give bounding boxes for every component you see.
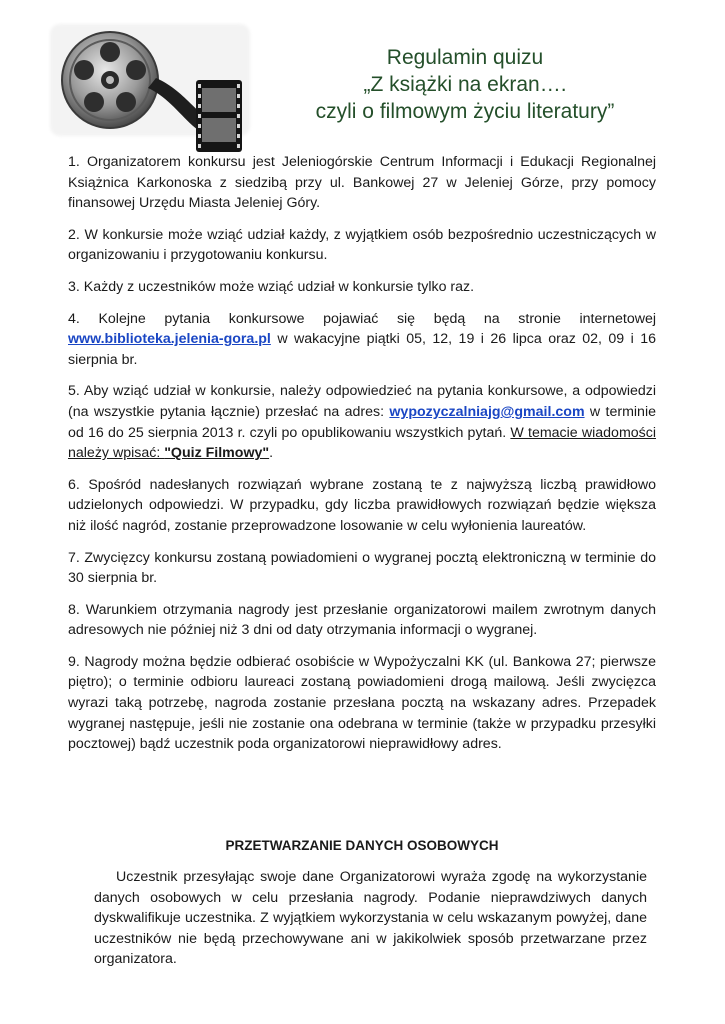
rule-5-text-middle: w terminie od 16 do 25 sierpnia 2013 r. czyli po opublikowaniu wszystkich pytań. [68,403,656,441]
document-title [255,44,675,125]
rule-5-end: . [269,445,274,462]
rule-3: 3. Każdy z uczestników może wziąć udział w konkursie tylko raz. [68,278,475,295]
title-line-2: „Z książki na ekran…. [363,73,567,96]
rule-5 [68,381,656,463]
film-reel-icon [48,22,258,162]
rule-4-text-after: w wakacyjne piątki 05, 12, 19 i 26 lipca oraz 02, 09 i 16 sierpnia br. [68,331,656,368]
rule-6: 6. Spośród nadesłanych rozwiązań wybrane zostaną te z najwyższą liczbą prawidłowo udzielonych odpowiedzi. W przypadku, gdy liczba prawidłowych rozwiązań będzie większa niż ilość nagród, zostanie przeprowadzone losowanie w celu wyłonienia laureatów. [68,476,656,534]
rule-8: 8. Warunkiem otrzymania nagrody jest przesłanie organizatorowi mailem zwrotnym danych adresowych nie później niż 3 dni od daty otrzymania informacji o wygranej. [68,601,656,639]
quiz-name: "Quiz Filmowy" [164,445,270,462]
rule-2: 2. W konkursie może wziąć udział każdy, z wyjątkiem osób bezpośrednio uczestniczących w organizowaniu i przygotowaniu konkursu. [68,226,656,264]
title-line-3: czyli o filmowym życiu literatury” [315,100,615,123]
subject-instruction-text: W temacie wiadomości należy wpisać: [68,424,656,462]
rule-7: 7. Zwycięzcy konkursu zostaną powiadomieni o wygranej pocztą elektroniczną w terminie do 30 sierpnia br. [68,549,656,587]
personal-data-heading: PRZETWARZANIE DANYCH OSOBOWYCH [225,838,499,853]
personal-data-text: Uczestnik przesyłając swoje dane Organizatorowi wyraża zgodę na wykorzystanie danych osobowych w celu przesłania nagrody. Podanie nieprawdziwych danych dyskwalifikuje uczestnika. Z wyjątkiem wykorzystania w celu wskazanym powyżej, dane uczestników nie będą przechowywane ani w jakikolwiek sposób przetwarzane przez organizatora. [94,869,647,968]
rule-4 [68,309,656,371]
contact-email-link[interactable]: wypozyczalniajg@gmail.com [389,403,585,420]
rule-9: 9. Nagrody można będzie odbierać osobiście w Wypożyczalni KK (ul. Bankowa 27; pierwsze piętro); o terminie odbioru laureaci zostaną powiadomieni drogą mailową. Jeśli zwycięzca wyrazi taką potrzebę, nagroda zostanie przesłana pocztą na wskazany adres. Przepadek wygranej następuje, jeśli nie zostanie ona odebrana w terminie (także w przypadku przesyłki pocztowej) bądź uczestnik poda organizatorowi nieprawidłowy adres. [68,653,656,753]
rules-list [68,152,656,755]
title-line-1: Regulamin quizu [386,46,544,69]
personal-data-body [94,867,647,970]
rule-4-text-before: 4. Kolejne pytania konkursowe pojawiać się będą na stronie internetowej [68,310,656,327]
rule-5-text-before: 5. Aby wziąć udział w konkursie, należy odpowiedzieć na pytania konkursowe, a odpowiedzi (na wszystkie pytania łącznie) przesłać na adres: [68,383,656,420]
rule-1: 1. Organizatorem konkursu jest Jeleniogórskie Centrum Informacji i Edukacji Regionalnej Książnica Karkonoska z siedzibą przy ul. Bankowej 27 w Jeleniej Górze, przy pomocy finansowej Urzędu Miasta Jeleniej Góry. [68,154,656,212]
library-website-link[interactable]: www.biblioteka.jelenia-gora.pl [68,331,271,348]
